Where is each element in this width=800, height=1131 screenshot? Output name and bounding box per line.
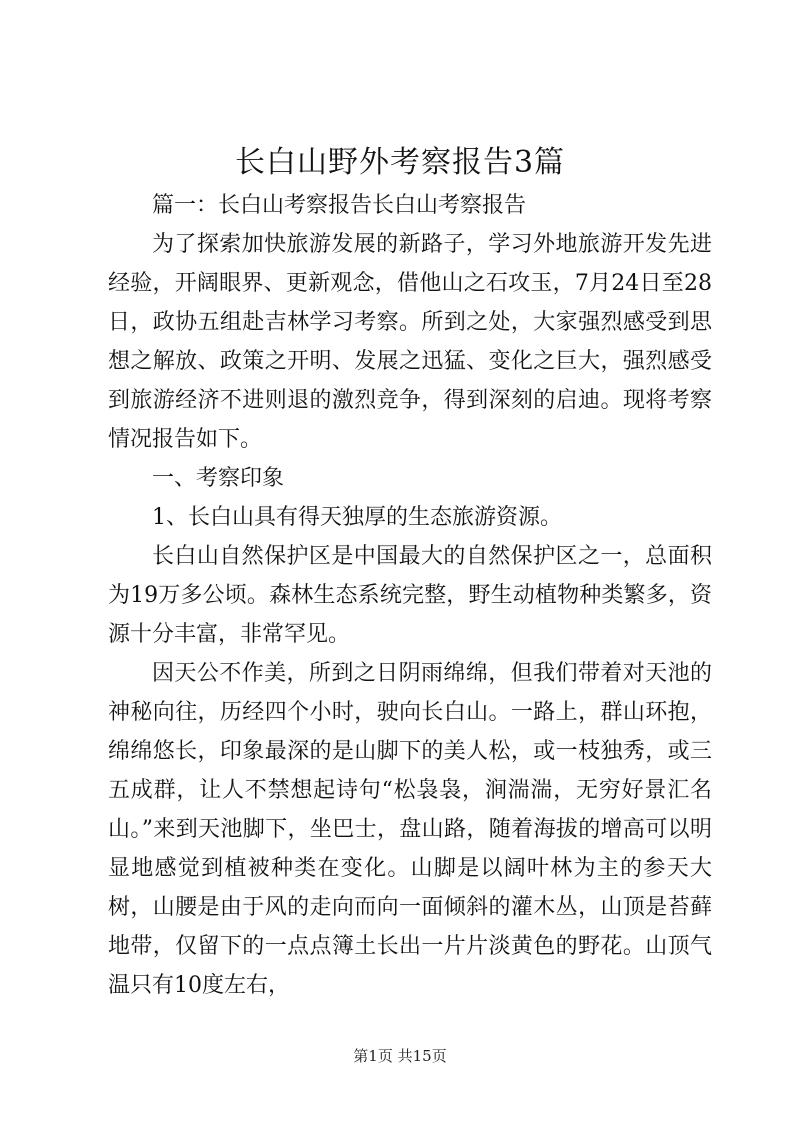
document-body (108, 186, 712, 1005)
section-subtitle: 篇一：长白山考察报告长白山考察报告 (152, 193, 527, 218)
subsection-heading: 1、长白山具有得天独厚的生态旅游资源。 (152, 505, 562, 530)
paragraph-intro: 为了探索加快旅游发展的新路子，学习外地旅游开发先进经验，开阔眼界、更新观念，借他山之石攻玉，7月24日至28日，政协五组赴吉林学习考察。所到之处，大家强烈感受到思想之解放、政策之开明、发展之迅猛、变化之巨大，强烈感受到旅游经济不进则退的激烈竞争，得到深刻的启迪。现将考察情况报告如下。 (108, 232, 712, 452)
section-heading: 一、考察印象 (152, 466, 285, 491)
document-title: 长白山野外考察报告3篇 (234, 145, 566, 180)
paragraph-reserve: 长白山自然保护区是中国最大的自然保护区之一，总面积为19万多公顷。森林生态系统完整，野生动植物种类繁多，资源十分丰富，非常罕见。 (108, 544, 712, 647)
page-footer: 第1页 共15页 (353, 1047, 447, 1065)
paragraph-journey: 因天公不作美，所到之日阴雨绵绵，但我们带着对天池的神秘向往，历经四个小时，驶向长白山。一路上，群山环抱，绵绵悠长，印象最深的是山脚下的美人松，或一枝独秀，或三五成群，让人不禁想起诗句“松袅袅，涧湍湍，无穷好景汇名山。”来到天池脚下，坐巴士，盘山路，随着海拔的增高可以明显地感觉到植被种类在变化。山脚是以阔叶林为主的参天大树，山腰是由于风的走向而向一面倾斜的灌木丛，山顶是苔藓地带，仅留下的一点点簿土长出一片片淡黄色的野花。山顶气温只有10度左右， (108, 661, 712, 998)
